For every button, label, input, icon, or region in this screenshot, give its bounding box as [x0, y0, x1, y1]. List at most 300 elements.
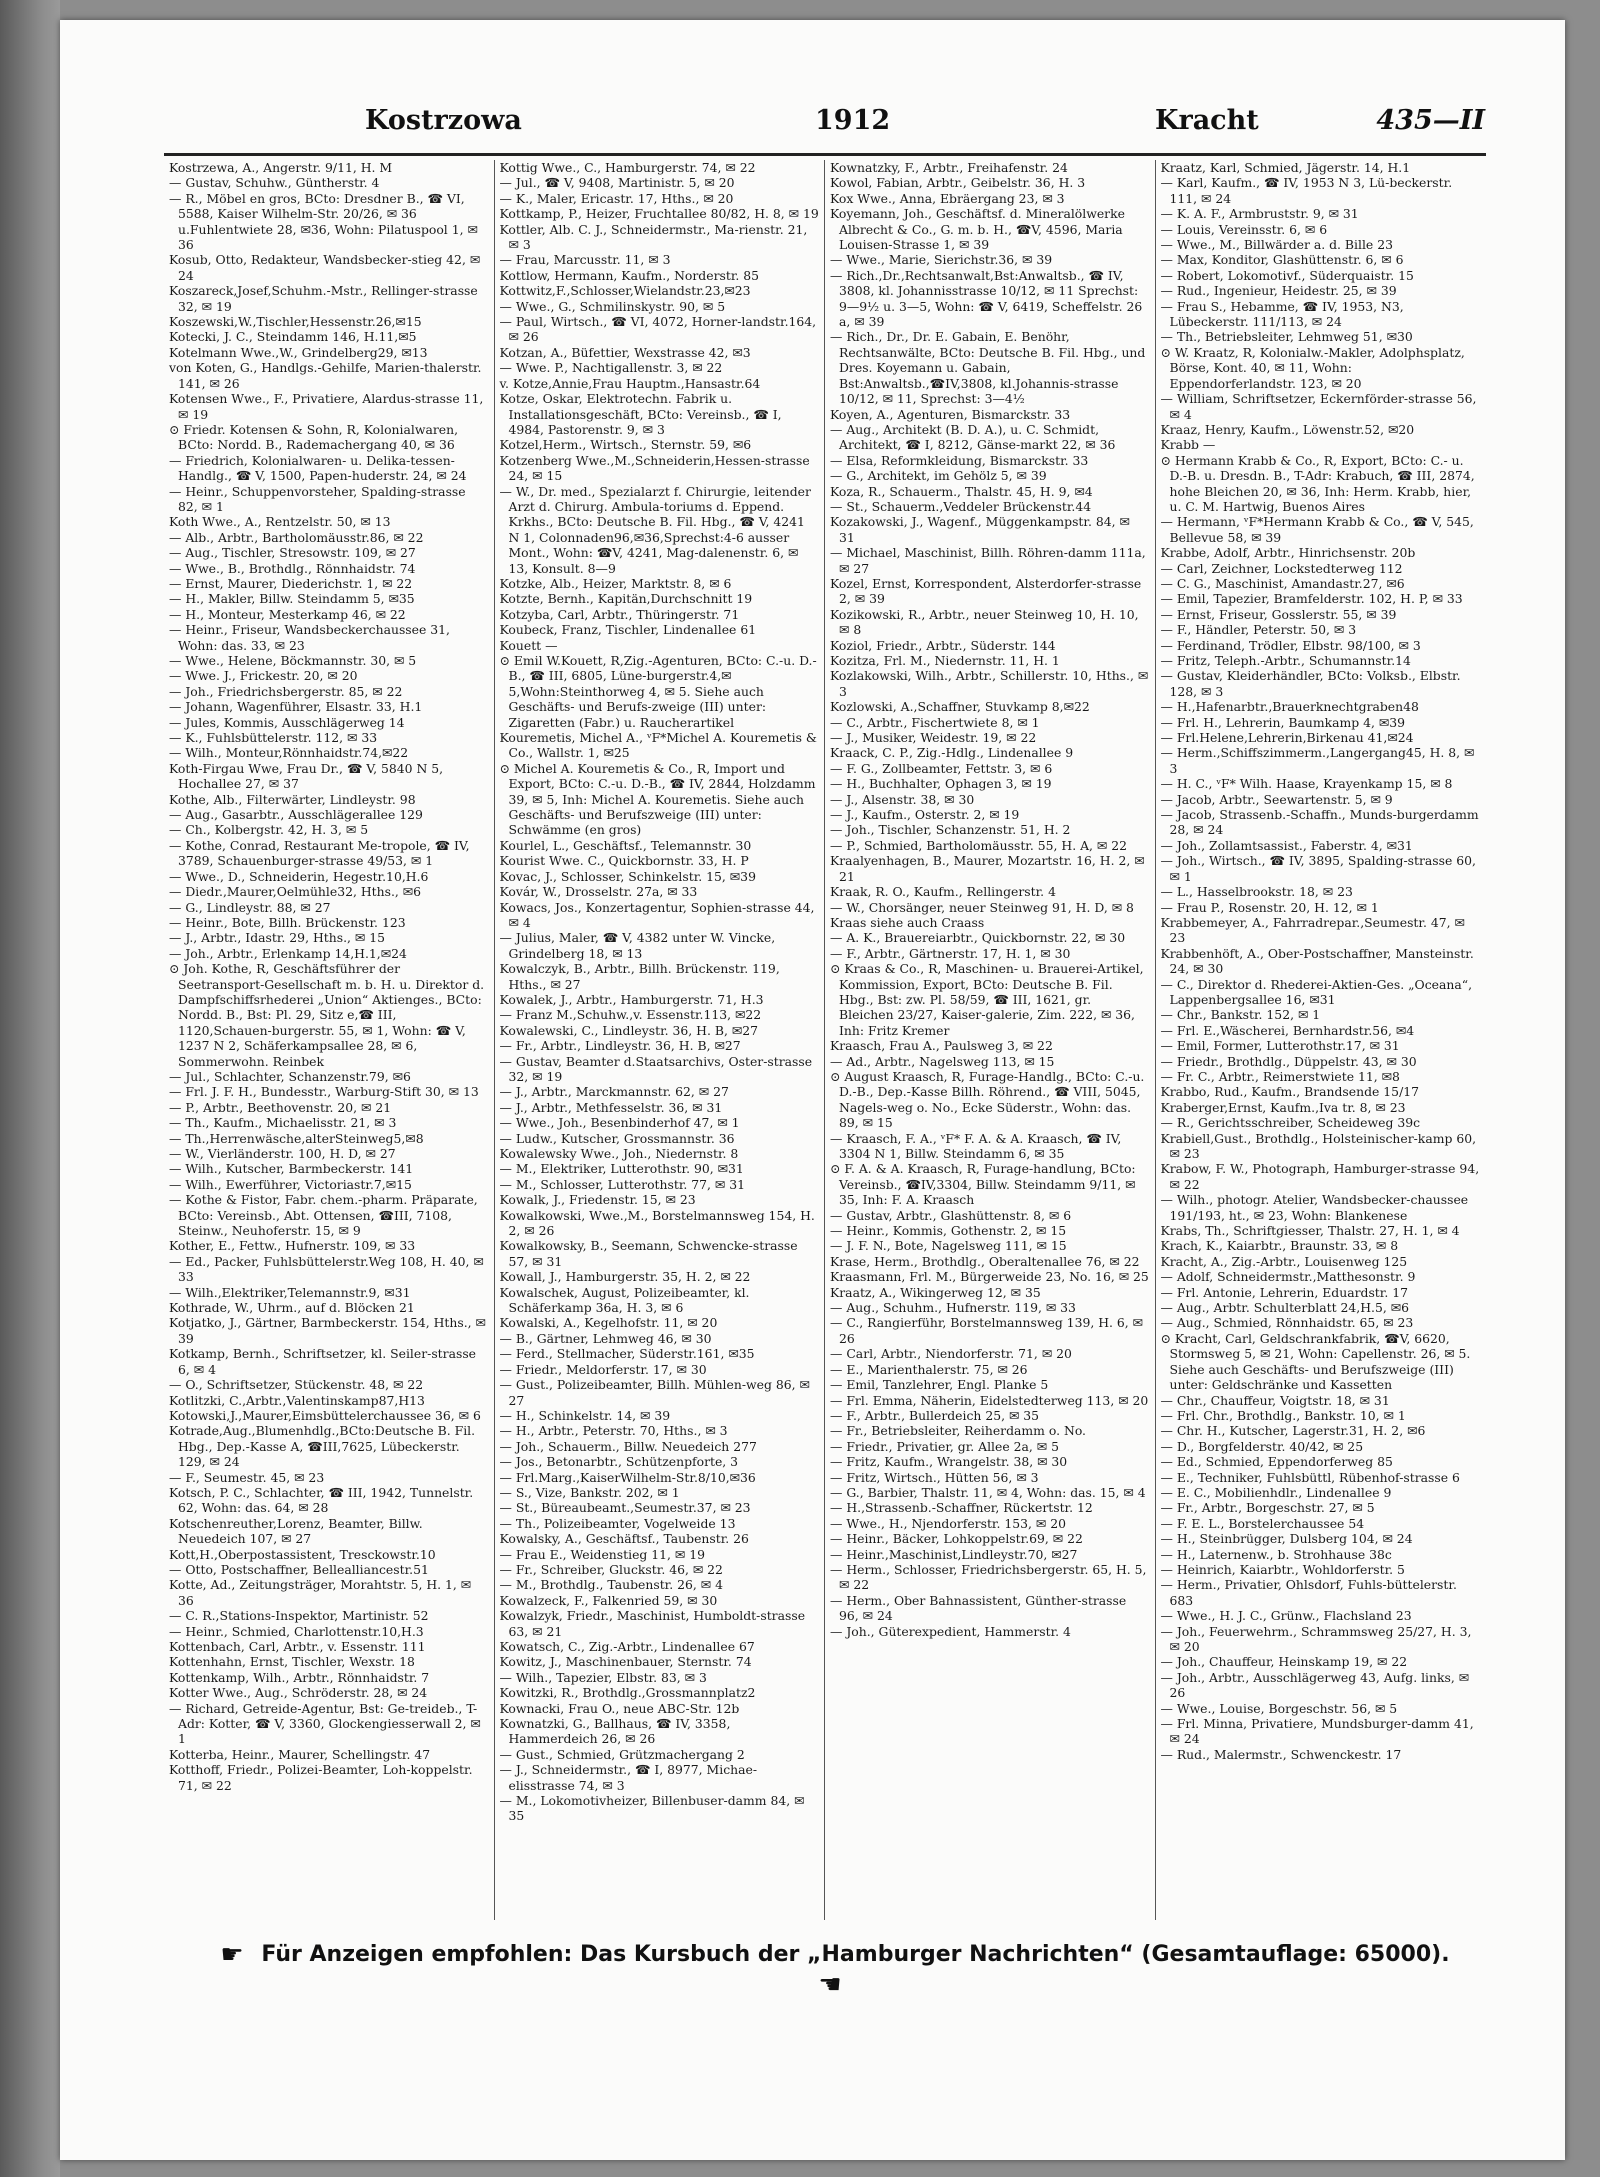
directory-entry: — Ludw., Kutscher, Grossmannstr. 36: [499, 1130, 735, 1146]
directory-entry: — F. E. L., Borstelerchaussee 54: [1160, 1515, 1365, 1531]
directory-entry: Kraasmann, Frl. M., Bürgerweide 23, No. 16, ✉ 25: [830, 1269, 1149, 1285]
pointing-hand-left-icon: ☛: [220, 1940, 244, 1970]
directory-entry: ⊙ August Kraasch, R, Furage-Handlg., BCto: C.-u. D.-B., Dep.-Kasse Billh. Röhrend., ☎ VIII, 5045, Nagels-weg o. No., Ecke Süderstr., Wohn: das. 89, ✉ 15: [830, 1068, 1145, 1131]
directory-entry: Kotzte, Bernh., Kapitän,Durchschnitt 19: [499, 591, 753, 607]
directory-entry: Kotzke, Alb., Heizer, Marktstr. 8, ✉ 6: [499, 575, 732, 591]
header-year: 1912: [815, 105, 891, 136]
directory-entry: Kotelmann Wwe.,W., Grindelberg29, ✉13: [169, 344, 428, 360]
directory-entry: — Emil, Tapezier, Bramfelderstr. 102, H. P, ✉ 33: [1160, 591, 1463, 607]
directory-entry: — Wwe., H. J. C., Grünw., Flachsland 23: [1160, 1608, 1412, 1624]
directory-entry: — H., Laternenw., b. Strohhause 38c: [1160, 1546, 1392, 1562]
directory-entry: — Ed., Schmied, Eppendorferweg 85: [1160, 1454, 1393, 1470]
directory-entry: Krase, Herm., Brothdlg., Oberaltenallee 76, ✉ 22: [830, 1253, 1140, 1269]
directory-entry: — B., Gärtner, Lehmweg 46, ✉ 30: [499, 1330, 712, 1346]
directory-entry: — E., Techniker, Fuhlsbüttl, Rübenhof-strasse 6: [1160, 1469, 1460, 1485]
column-2: [495, 160, 826, 1920]
directory-entry: Kownatzki, G., Ballhaus, ☎ IV, 3358, Hammerdeich 26, ✉ 26: [499, 1716, 731, 1747]
directory-entry: Kowacs, Jos., Konzertagentur, Sophien-strasse 44, ✉ 4: [499, 899, 815, 930]
directory-entry: Kowitz, J., Maschinenbauer, Sternstr. 74: [499, 1654, 752, 1670]
directory-entry: Kraas siehe auch Craass: [830, 914, 985, 930]
directory-entry: — F., Arbtr., Bullerdeich 25, ✉ 35: [830, 1407, 1040, 1423]
directory-entry: Koyen, A., Agenturen, Bismarckstr. 33: [830, 406, 1071, 422]
directory-entry: Kotrade,Aug.,Blumenhdlg.,BCto:Deutsche B. Fil. Hbg., Dep.-Kasse A, ☎III,7625, Lübeckerstr. 129, ✉ 24: [169, 1423, 476, 1470]
directory-entry: — Ad., Arbtr., Nagelsweg 113, ✉ 15: [830, 1053, 1055, 1069]
directory-entry: Kozel, Ernst, Korrespondent, Alsterdorfer-strasse 2, ✉ 39: [830, 575, 1142, 607]
directory-entry: — Wilh., Monteur,Rönnhaidstr.74,✉22: [169, 745, 409, 761]
directory-entry: Kowalk, J., Friedenstr. 15, ✉ 23: [499, 1192, 696, 1208]
directory-entry: Kowalewski, C., Lindleystr. 36, H. B, ✉27: [499, 1022, 758, 1038]
directory-entry: — Ernst, Maurer, Diederichstr. 1, ✉ 22: [169, 575, 413, 591]
directory-entry: — Frau P., Rosenstr. 20, H. 12, ✉ 1: [1160, 899, 1379, 915]
directory-entry: Kownatzky, F., Arbtr., Freihafenstr. 24: [830, 160, 1068, 175]
directory-entry: — Wilh., Kutscher, Barmbeckerstr. 141: [169, 1161, 414, 1177]
pointing-hand-right-icon: ☚: [818, 1970, 842, 2000]
directory-entry: — Fritz, Kaufm., Wrangelstr. 38, ✉ 30: [830, 1454, 1068, 1470]
directory-entry: — Jules, Kommis, Ausschlägerweg 14: [169, 714, 405, 730]
directory-entry: ⊙ Hermann Krabb & Co., R, Export, BCto: C.- u. D.-B. u. Dresdn. B., T-Adr: Krabuch, ☎ III, 2874, hohe Bleichen 20, ✉ 36, Inh: Herm. Krabb, hier, u. C. M. Hartwig, Buenos Aires: [1160, 452, 1475, 514]
directory-entry: — Frau E., Weidenstieg 11, ✉ 19: [499, 1546, 706, 1562]
directory-entry: — J., Arbtr., Methfesselstr. 36, ✉ 31: [499, 1099, 723, 1115]
directory-entry: — A. K., Brauereiarbtr., Quickbornstr. 22, ✉ 30: [830, 930, 1126, 946]
directory-entry: — Frau S., Hebamme, ☎ IV, 1953, N3, Lübeckerstr. 111/113, ✉ 24: [1160, 298, 1404, 330]
directory-entry: — Gustav, Beamter d.Staatsarchivs, Oster-strasse 32, ✉ 19: [499, 1053, 813, 1084]
directory-entry: Kottig Wwe., C., Hamburgerstr. 74, ✉ 22: [499, 160, 756, 175]
directory-entry: Kowol, Fabian, Arbtr., Geibelstr. 36, H. 3: [830, 175, 1086, 191]
directory-entry: Kotowski,J.,Maurer,Eimsbüttelerchaussee 36, ✉ 6: [169, 1407, 481, 1423]
directory-entry: Krabiell,Gust., Brothdlg., Holsteinischer-kamp 60, ✉ 23: [1160, 1130, 1477, 1161]
directory-entry: — H., Arbtr., Peterstr. 70, Hths., ✉ 3: [499, 1423, 728, 1439]
directory-entry: Kotzan, A., Büfettier, Wexstrasse 42, ✉3: [499, 344, 751, 360]
directory-entry: — Th.,Herrenwäsche,alterSteinweg5,✉8: [169, 1130, 424, 1146]
directory-entry: — Hermann, ᵛF*Hermann Krabb & Co., ☎ V, 545, Bellevue 58, ✉ 39: [1160, 514, 1474, 545]
directory-entry: — H. C., ᵛF* Wilh. Haase, Krayenkamp 15, ✉ 8: [1160, 776, 1453, 792]
directory-entry: Kraatz, Karl, Schmied, Jägerstr. 14, H.1: [1160, 160, 1411, 175]
directory-entry: — P., Schmied, Bartholomäusstr. 55, H. A, ✉ 22: [830, 837, 1127, 853]
directory-entry: Kox Wwe., Anna, Ebräergang 23, ✉ 3: [830, 190, 1065, 206]
directory-entry: Kotte, Ad., Zeitungsträger, Morahtstr. 5, H. 1, ✉ 36: [169, 1577, 472, 1608]
directory-entry: — H., Steinbrügger, Dulsberg 104, ✉ 24: [1160, 1531, 1413, 1547]
directory-entry: — Jacob, Strassenb.-Schaffn., Munds-burgerdamm 28, ✉ 24: [1160, 807, 1479, 838]
directory-entry: — Joh., Friedrichsbergerstr. 85, ✉ 22: [169, 683, 403, 699]
directory-entry: Kotzel,Herm., Wirtsch., Sternstr. 59, ✉6: [499, 437, 752, 453]
directory-entry: — St., Büreaubeamt.,Seumestr.37, ✉ 23: [499, 1500, 751, 1516]
directory-entry: — C. R.,Stations-Inspektor, Martinistr. 52: [169, 1608, 429, 1624]
directory-entry: Kouett —: [499, 637, 558, 653]
directory-entry: — Heinr., Schmied, Charlottenstr.10,H.3: [169, 1623, 424, 1639]
directory-entry: — Heinrich, Kaiarbtr., Wohldorferstr. 5: [1160, 1561, 1405, 1577]
directory-entry: — J., Arbtr., Idastr. 29, Hths., ✉ 15: [169, 930, 385, 946]
directory-entry: Kotsch, P. C., Schlachter, ☎ III, 1942, Tunnelstr. 62, Wohn: das. 64, ✉ 28: [169, 1484, 474, 1516]
directory-entry: — Gustav, Kleiderhändler, BCto: Volksb., Elbstr. 128, ✉ 3: [1160, 668, 1461, 699]
directory-entry: Kraak, R. O., Kaufm., Rellingerstr. 4: [830, 884, 1056, 900]
directory-entry: Kottenhahn, Ernst, Tischler, Wexstr. 18: [169, 1654, 415, 1670]
column-3: [825, 160, 1156, 1920]
directory-entry: — F., Arbtr., Gärtnerstr. 17, H. 1, ✉ 30: [830, 945, 1071, 961]
directory-entry: — Fritz, Teleph.-Arbtr., Schumannstr.14: [1160, 653, 1411, 668]
directory-entry: — Fr., Arbtr., Borgeschstr. 27, ✉ 5: [1160, 1500, 1375, 1516]
directory-entry: — G., Barbier, Thalstr. 11, ✉ 4, Wohn: das. 15, ✉ 4: [830, 1484, 1146, 1500]
directory-entry: — O., Schriftsetzer, Stückenstr. 48, ✉ 22: [169, 1377, 424, 1393]
directory-entry: — Richard, Getreide-Agentur, Bst: Ge-treideb., T-Adr: Kotter, ☎ V, 3360, Glockengiesserwall 2, ✉ 1: [169, 1700, 481, 1747]
directory-entry: Krabbe, Adolf, Arbtr., Hinrichsenstr. 20b: [1160, 545, 1416, 561]
directory-entry: — Aug., Architekt (B. D. A.), u. C. Schmidt, Architekt, ☎ I, 8212, Gänse-markt 22, ✉ 36: [830, 421, 1116, 453]
directory-entry: — Wwe. P., Nachtigallenstr. 3, ✉ 22: [499, 360, 723, 376]
directory-entry: Kowalzyk, Friedr., Maschinist, Humboldt-strasse 63, ✉ 21: [499, 1608, 806, 1639]
directory-entry: Krabbemeyer, A., Fahrradrepar.,Seumestr. 47, ✉ 23: [1160, 914, 1465, 946]
directory-entry: — Joh., Tischler, Schanzenstr. 51, H. 2: [830, 822, 1071, 838]
directory-entry: Kowatsch, C., Zig.-Arbtr., Lindenallee 67: [499, 1639, 755, 1654]
directory-entry: — Herm.,Schiffszimmerm.,Langergang45, H. 8, ✉ 3: [1160, 745, 1475, 776]
directory-entry: Kraberger,Ernst, Kaufm.,Iva tr. 8, ✉ 23: [1160, 1099, 1406, 1115]
directory-entry: Kotecki, J. C., Steindamm 146, H.11,✉5: [169, 329, 417, 345]
directory-entry: ⊙ Joh. Kothe, R, Geschäftsführer der Seetransport-Gesellschaft m. b. H. u. Direktor d. Dampfschiffsrhederei „Union“ Aktienges., BCto: Nordd. B., Bst: Pl. 29, Sitz e,☎ III, 1120,Schauen-burgerstr. 55, ✉ 1, Wohn: ☎ V, 1237 N 2, Schäferkampsallee 28, ✉ 6, Sommerwohn. Reinbek: [169, 961, 485, 1069]
directory-entry: — Chr., Chauffeur, Voigtstr. 18, ✉ 31: [1160, 1392, 1390, 1408]
directory-entry: — William, Schriftsetzer, Eckernförder-strasse 56, ✉ 4: [1160, 391, 1477, 422]
directory-entry: — Fr., Arbtr., Lindleystr. 36, H. B, ✉27: [499, 1038, 741, 1054]
directory-entry: Kovár, W., Drosselstr. 27a, ✉ 33: [499, 884, 698, 900]
directory-entry: — Carl, Zeichner, Lockstedterweg 112: [1160, 560, 1403, 576]
directory-entry: — Gustav, Schuhw., Güntherstr. 4: [169, 175, 380, 191]
directory-entry: Kouremetis, Michel A., ᵛF*Michel A. Kouremetis & Co., Wallstr. 1, ✉25: [499, 730, 817, 761]
directory-entry: Kourlel, L., Geschäftsf., Telemannstr. 30: [499, 837, 752, 853]
directory-entry: — Frl.Helene,Lehrerin,Birkenau 41,✉24: [1160, 730, 1414, 746]
directory-entry: — Wwe. J., Frickestr. 20, ✉ 20: [169, 668, 358, 684]
directory-entry: Koza, R., Schauerm., Thalstr. 45, H. 9, ✉4: [830, 483, 1093, 499]
directory-entry: — Wwe., Joh., Besenbinderhof 47, ✉ 1: [499, 1115, 740, 1131]
directory-entry: — Herm., Privatier, Ohlsdorf, Fuhls-büttelerstr. 683: [1160, 1577, 1457, 1608]
book-gutter-shadow: [0, 0, 60, 2177]
directory-entry: Kraasch, Frau A., Paulsweg 3, ✉ 22: [830, 1038, 1053, 1054]
directory-entry: Kostrzewa, A., Angerstr. 9/11, H. M: [169, 160, 393, 175]
directory-entry: — Heinr., Bäcker, Lohkoppelstr.69, ✉ 22: [830, 1531, 1083, 1547]
directory-entry: — Jul., ☎ V, 9408, Martinistr. 5, ✉ 20: [499, 175, 735, 191]
directory-entry: — Rich., Dr., Dr. E. Gabain, E. Benöhr, Rechtsanwälte, BCto: Deutsche B. Fil. Hbg., und Dres. Koyemann u. Gabain, Bst:Anwaltsb.,☎IV,3808, kl.Johannis-strasse 10/12, ✉ 11, Sprechst: 3—4½: [830, 329, 1146, 407]
directory-entry: Krabb —: [1160, 437, 1216, 453]
directory-entry: — Joh., Arbtr., Ausschlägerweg 43, Aufg. links, ✉ 26: [1160, 1669, 1470, 1701]
directory-entry: — Paul, Wirtsch., ☎ VI, 4072, Horner-landstr.164, ✉ 26: [499, 314, 817, 345]
directory-entry: Kottenbach, Carl, Arbtr., v. Essenstr. 111: [169, 1639, 426, 1654]
directory-entry: — Wilh.,Elektriker,Telemannstr.9, ✉31: [169, 1284, 411, 1300]
directory-entry: ⊙ Michel A. Kouremetis & Co., R, Import und Export, BCto: C.-u. D.-B., ☎ IV, 2844, Holzdamm 39, ✉ 5, Inh: Michel A. Kouremetis. Siehe auch Geschäfts- und Berufszweige (III) unter: Schwämme (en gros): [499, 760, 816, 838]
directory-entry: Kothrade, W., Uhrm., auf d. Blöcken 21: [169, 1300, 415, 1316]
directory-entry: — K., Fuhlsbüttelerstr. 112, ✉ 33: [169, 730, 378, 746]
directory-entry: — Karl, Kaufm., ☎ IV, 1953 N 3, Lü-beckerstr. 111, ✉ 24: [1160, 175, 1453, 206]
directory-entry: — Joh., Chauffeur, Heinskamp 19, ✉ 22: [1160, 1654, 1408, 1670]
directory-entry: — H., Schinkelstr. 14, ✉ 39: [499, 1407, 671, 1423]
directory-entry: — Ed., Packer, Fuhlsbüttelerstr.Weg 108, H. 40, ✉ 33: [169, 1253, 484, 1285]
directory-entry: — Wwe., Marie, Sierichstr.36, ✉ 39: [830, 252, 1053, 268]
directory-entry: — F. G., Zollbeamter, Fettstr. 3, ✉ 6: [830, 760, 1053, 776]
directory-entry: Kotlitzki, C.,Arbtr.,Valentinskamp87,H13: [169, 1392, 425, 1408]
directory-entry: — Emil, Tanzlehrer, Engl. Planke 5: [830, 1377, 1049, 1393]
directory-entry: Kott,H.,Oberpostassistent, Tresckowstr.10: [169, 1546, 436, 1562]
directory-entry: Koszareck,Josef,Schuhm.-Mstr., Rellinger-strasse 32, ✉ 19: [169, 283, 478, 314]
directory-entry: — Jacob, Arbtr., Seewartenstr. 5, ✉ 9: [1160, 791, 1393, 807]
directory-entry: — Heinr., Friseur, Wandsbeckerchaussee 31, Wohn: das. 33, ✉ 23: [169, 622, 450, 653]
directory-entry: — M., Schlosser, Lutterothstr. 77, ✉ 31: [499, 1176, 745, 1192]
header-page-number: 435—II: [1376, 105, 1485, 136]
directory-entry: Kracht, A., Zig.-Arbtr., Louisenweg 125: [1160, 1253, 1408, 1269]
directory-entry: Koyemann, Joh., Geschäftsf. d. Mineralölwerke Albrecht & Co., G. m. b. H., ☎V, 4596, Maria Louisen-Strasse 1, ✉ 39: [830, 206, 1125, 253]
directory-entry: Koszewski,W.,Tischler,Hessenstr.26,✉15: [169, 314, 422, 330]
directory-entry: — Jul., Schlachter, Schanzenstr.79, ✉6: [169, 1068, 411, 1084]
directory-entry: — Chr. H., Kutscher, Lagerstr.31, H. 2, ✉6: [1160, 1423, 1426, 1439]
directory-entry: Kotzyba, Carl, Arbtr., Thüringerstr. 71: [499, 606, 740, 622]
directory-entry: Kottwitz,F.,Schlosser,Wielandstr.23,✉23: [499, 283, 751, 299]
header-last-name: Kracht: [1155, 105, 1259, 136]
directory-entry: Koth-Firgau Wwe, Frau Dr., ☎ V, 5840 N 5, Hochallee 27, ✉ 37: [169, 760, 444, 792]
directory-entry: — K. A. F., Armbruststr. 9, ✉ 31: [1160, 206, 1359, 222]
directory-entry: Kowalczyk, B., Arbtr., Billh. Brückenstr. 119, Hths., ✉ 27: [499, 961, 780, 992]
directory-entry: — H., Buchhalter, Ophagen 3, ✉ 19: [830, 776, 1052, 792]
column-1: [164, 160, 495, 1920]
directory-entry: — F., Seumestr. 45, ✉ 23: [169, 1469, 325, 1485]
directory-entry: Kovac, J., Schlosser, Schinkelstr. 15, ✉39: [499, 868, 756, 884]
directory-entry: — Elsa, Reformkleidung, Bismarckstr. 33: [830, 452, 1089, 468]
directory-entry: — M., Lokomotivheizer, Billenbuser-damm 84, ✉ 35: [499, 1793, 805, 1824]
directory-entry: — H., Monteur, Mesterkamp 46, ✉ 22: [169, 606, 406, 622]
directory-entry: — W., Dr. med., Spezialarzt f. Chirurgie, leitender Arzt d. Chirurg. Ambula-toriums d. Eppend. Krkhs., BCto: Deutsche B. Fil. Hbg., ☎ V, 4241 N 1, Colonnaden96,✉36,Sprechst:4-6 ausser Mont., Wohn: ☎V, 4241, Mag-dalenenstr. 6, ✉ 13, Konsult. 8—9: [499, 483, 811, 576]
directory-entry: — C., Arbtr., Fischertwiete 8, ✉ 1: [830, 714, 1040, 730]
directory-entry: — Rud., Malermstr., Schwenckestr. 17: [1160, 1746, 1402, 1762]
directory-entry: — Aug., Schmied, Rönnhaidstr. 65, ✉ 23: [1160, 1315, 1414, 1331]
directory-entry: — Wwe., Louise, Borgeschstr. 56, ✉ 5: [1160, 1700, 1398, 1716]
directory-entry: — Wilh., Tapezier, Elbstr. 83, ✉ 3: [499, 1669, 707, 1685]
directory-entry: — Wilh., photogr. Atelier, Wandsbecker-chaussee 191/193, ht., ✉ 23, Wohn: Blankenese: [1160, 1192, 1469, 1223]
directory-entry: — R., Möbel en gros, BCto: Dresdner B., ☎ VI, 5588, Kaiser Wilhelm-Str. 20/26, ✉ 36 u.Fuhlentwiete 28, ✉36, Wohn: Pilatuspool 1, ✉ 36: [169, 190, 478, 253]
directory-entry: — Robert, Lokomotivf., Süderquaistr. 15: [1160, 267, 1414, 283]
directory-entry: Kowalek, J., Arbtr., Hamburgerstr. 71, H.3: [499, 991, 764, 1007]
directory-entry: — Wwe., H., Njendorferstr. 153, ✉ 20: [830, 1515, 1066, 1531]
directory-entry: — Joh., Zollamtsassist., Faberstr. 4, ✉31: [1160, 837, 1413, 853]
footer-text: Für Anzeigen empfohlen: Das Kursbuch der „Hamburger Nachrichten“ (Gesamtauflage: 65000).: [261, 1942, 1450, 1967]
header-rule: [164, 153, 1486, 156]
directory-entry: Kothe, Alb., Filterwärter, Lindleystr. 98: [169, 791, 416, 807]
directory-entry: Kowalschek, August, Polizeibeamter, kl. Schäferkamp 36a, H. 3, ✉ 6: [499, 1284, 750, 1316]
directory-entry: Kraaz, Henry, Kaufm., Löwenstr.52, ✉20: [1160, 421, 1415, 437]
directory-entry: Kownacki, Frau O., neue ABC-Str. 12b: [499, 1700, 740, 1716]
directory-columns: [164, 160, 1486, 1920]
directory-entry: — E. C., Mobilienhdlr., Lindenallee 9: [1160, 1484, 1392, 1500]
directory-entry: — D., Borgfelderstr. 40/42, ✉ 25: [1160, 1438, 1364, 1454]
directory-entry: von Koten, G., Handlgs.-Gehilfe, Marien-thalerstr. 141, ✉ 26: [169, 360, 482, 391]
directory-entry: Kotjatko, J., Gärtner, Barmbeckerstr. 154, Hths., ✉ 39: [169, 1315, 486, 1346]
directory-entry: — Rud., Ingenieur, Heidestr. 25, ✉ 39: [1160, 283, 1397, 299]
directory-entry: — Gust., Schmied, Grützmachergang 2: [499, 1746, 745, 1762]
directory-entry: — Friedrich, Kolonialwaren- u. Delika-tessen-Handlg., ☎ V, 1500, Papen-huderstr. 24, ✉ 24: [169, 452, 467, 484]
directory-entry: — Ernst, Friseur, Gosslerstr. 55, ✉ 39: [1160, 606, 1397, 622]
directory-entry: Kraack, C. P., Zig.-Hdlg., Lindenallee 9: [830, 745, 1074, 761]
directory-entry: — Michael, Maschinist, Billh. Röhren-damm 111a, ✉ 27: [830, 545, 1146, 576]
directory-entry: — Friedr., Privatier, gr. Allee 2a, ✉ 5: [830, 1438, 1059, 1454]
directory-entry: Kottenkamp, Wilh., Arbtr., Rönnhaidstr. 7: [169, 1669, 430, 1685]
directory-entry: — Heinr., Schuppenvorsteher, Spalding-strasse 82, ✉ 1: [169, 483, 466, 514]
directory-entry: — C. G., Maschinist, Amandastr.27, ✉6: [1160, 575, 1405, 591]
directory-entry: ⊙ F. A. & A. Kraasch, R, Furage-handlung, BCto: Vereinsb., ☎IV,3304, Billw. Steindamm 9/11, ✉ 35, Inh: F. A. Kraasch: [830, 1161, 1136, 1208]
directory-entry: — J., Schneidermstr., ☎ I, 8977, Michae-elisstrasse 74, ✉ 3: [499, 1762, 758, 1793]
directory-entry: — Ch., Kolbergstr. 42, H. 3, ✉ 5: [169, 822, 369, 838]
directory-entry: — Joh., Feuerwehrm., Schrammsweg 25/27, H. 3, ✉ 20: [1160, 1623, 1472, 1654]
directory-entry: — Emil, Former, Lutterothstr.17, ✉ 31: [1160, 1038, 1400, 1054]
directory-entry: — Frau, Marcusstr. 11, ✉ 3: [499, 252, 671, 268]
directory-entry: — Franz M.,Schuhw.,v. Essenstr.113, ✉22: [499, 1007, 762, 1023]
directory-entry: Kozitza, Frl. M., Niedernstr. 11, H. 1: [830, 653, 1060, 668]
directory-entry: — K., Maler, Ericastr. 17, Hths., ✉ 20: [499, 190, 734, 206]
directory-entry: — Frl. E.,Wäscherei, Bernhardstr.56, ✉4: [1160, 1022, 1415, 1038]
directory-entry: Kotensen Wwe., F., Privatiere, Alardus-strasse 11, ✉ 19: [169, 391, 484, 422]
directory-entry: — H.,Strassenb.-Schaffner, Rückertstr. 12: [830, 1500, 1093, 1516]
directory-entry: — Frl. Antonie, Lehrerin, Eduardstr. 17: [1160, 1284, 1408, 1300]
directory-entry: Kowalsky, A., Geschäftsf., Taubenstr. 26: [499, 1531, 749, 1547]
directory-entry: — J., Arbtr., Marckmannstr. 62, ✉ 27: [499, 1084, 729, 1100]
directory-entry: — M., Brothdlg., Taubenstr. 26, ✉ 4: [499, 1577, 723, 1593]
directory-entry: — Frl. H., Lehrerin, Baumkamp 4, ✉39: [1160, 714, 1405, 730]
directory-entry: Kozakowski, J., Wagenf., Müggenkampstr. 84, ✉ 31: [830, 514, 1130, 545]
directory-entry: — Kraasch, F. A., ᵛF* F. A. & A. Kraasch, ☎ IV, 3304 N 1, Billw. Steindamm 6, ✉ 35: [830, 1130, 1122, 1161]
directory-entry: Kourist Wwe. C., Quickbornstr. 33, H. P: [499, 853, 749, 869]
directory-entry: Kozlowski, A.,Schaffner, Stuvkamp 8,✉22: [830, 699, 1090, 715]
directory-entry: — Th., Polizeibeamter, Vogelweide 13: [499, 1515, 736, 1531]
directory-entry: Kowall, J., Hamburgerstr. 35, H. 2, ✉ 22: [499, 1269, 751, 1285]
directory-entry: — Aug., Tischler, Stresowstr. 109, ✉ 27: [169, 545, 416, 561]
directory-entry: Koziol, Friedr., Arbtr., Süderstr. 144: [830, 637, 1056, 653]
directory-entry: ⊙ W. Kraatz, R, Kolonialw.-Makler, Adolphsplatz, Börse, Kont. 40, ✉ 11, Wohn: Eppendorferlandstr. 123, ✉ 20: [1160, 344, 1465, 391]
directory-entry: — Fr. C., Arbtr., Reimerstwiete 11, ✉8: [1160, 1068, 1400, 1084]
directory-entry: — Julius, Maler, ☎ V, 4382 unter W. Vincke, Grindelberg 18, ✉ 13: [499, 930, 776, 961]
directory-entry: — H.,Hafenarbtr.,Brauerknechtgraben48: [1160, 699, 1419, 715]
directory-entry: — Ferdinand, Trödler, Elbstr. 98/100, ✉ 3: [1160, 637, 1421, 653]
directory-entry: — Joh., Wirtsch., ☎ IV, 3895, Spalding-strasse 60, ✉ 1: [1160, 853, 1476, 884]
directory-entry: — Frl. Minna, Privatiere, Mundsburger-damm 41, ✉ 24: [1160, 1716, 1474, 1747]
page-header: [365, 105, 1485, 149]
directory-entry: Kotzenberg Wwe.,M.,Schneiderin,Hessen-strasse 24, ✉ 15: [499, 452, 810, 484]
directory-entry: Kotter Wwe., Aug., Schröderstr. 28, ✉ 24: [169, 1685, 428, 1701]
directory-entry: — Herm., Ober Bahnassistent, Günther-strasse 96, ✉ 24: [830, 1592, 1127, 1624]
directory-entry: — S., Vize, Bankstr. 202, ✉ 1: [499, 1484, 680, 1500]
directory-entry: — Heinr.,Maschinist,Lindleystr.70, ✉27: [830, 1546, 1078, 1562]
directory-entry: — Ferd., Stellmacher, Süderstr.161, ✉35: [499, 1346, 755, 1362]
directory-entry: — Otto, Postschaffner, Bellealliancestr.51: [169, 1561, 429, 1577]
directory-entry: ⊙ Friedr. Kotensen & Sohn, R, Kolonialwaren, BCto: Nordd. B., Rademachergang 40, ✉ 36: [169, 421, 459, 453]
directory-entry: — Frl.Marg.,KaiserWilhelm-Str.8/10,✉36: [499, 1469, 756, 1485]
directory-entry: Kowalkowsky, B., Seemann, Schwencke-strasse 57, ✉ 31: [499, 1238, 798, 1269]
directory-entry: — J., Kaufm., Osterstr. 2, ✉ 19: [830, 807, 1020, 823]
directory-entry: — Wwe., Helene, Böckmannstr. 30, ✉ 5: [169, 653, 417, 668]
directory-entry: v. Kotze,Annie,Frau Hauptm.,Hansastr.64: [499, 375, 761, 391]
directory-entry: — Fritz, Wirtsch., Hütten 56, ✉ 3: [830, 1469, 1039, 1485]
directory-entry: — Kothe, Conrad, Restaurant Me-tropole, ☎ IV, 3789, Schauenburger-strasse 49/53, ✉ 1: [169, 837, 470, 869]
directory-entry: — Th., Kaufm., Michaelisstr. 21, ✉ 3: [169, 1115, 397, 1131]
directory-entry: — Fr., Betriebsleiter, Reiherdamm o. No.: [830, 1423, 1086, 1439]
directory-entry: — E., Marienthalerstr. 75, ✉ 26: [830, 1361, 1028, 1377]
column-4: [1156, 160, 1487, 1920]
directory-entry: Krabow, F. W., Photograph, Hamburger-strasse 94, ✉ 22: [1160, 1161, 1480, 1192]
directory-entry: — St., Schauerm.,Veddeler Brückenstr.44: [830, 498, 1092, 514]
directory-entry: — F., Händler, Peterstr. 50, ✉ 3: [1160, 622, 1357, 638]
directory-entry: Kozikowski, R., Arbtr., neuer Steinweg 10, H. 10, ✉ 8: [830, 606, 1139, 638]
directory-entry: — Heinr., Kommis, Gothenstr. 2, ✉ 15: [830, 1223, 1067, 1239]
directory-entry: — Heinr., Bote, Billh. Brückenstr. 123: [169, 914, 406, 930]
directory-entry: Kotschenreuther,Lorenz, Beamter, Billw. Neuedeich 107, ✉ 27: [169, 1515, 423, 1547]
directory-entry: Kowitzki, R., Brothdlg.,Grossmannplatz2: [499, 1685, 756, 1701]
directory-entry: — Diedr.,Maurer,Oelmühle32, Hths., ✉6: [169, 884, 422, 900]
directory-entry: — J. F. N., Bote, Nagelsweg 111, ✉ 15: [830, 1238, 1067, 1254]
directory-entry: — G., Lindleystr. 88, ✉ 27: [169, 899, 331, 915]
directory-entry: — Wwe., M., Billwärder a. d. Bille 23: [1160, 237, 1393, 253]
directory-entry: — W., Chorsänger, neuer Steinweg 91, H. D, ✉ 8: [830, 899, 1134, 915]
directory-entry: — C., Rangierführ, Borstelmannsweg 139, H. 6, ✉ 26: [830, 1315, 1144, 1346]
directory-entry: — J., Alsenstr. 38, ✉ 30: [830, 791, 975, 807]
directory-entry: — L., Hasselbrookstr. 18, ✉ 23: [1160, 884, 1353, 900]
directory-entry: — Wilh., Ewerführer, Victoriastr.7,✉15: [169, 1176, 412, 1192]
directory-entry: — Friedr., Meldorferstr. 17, ✉ 30: [499, 1361, 707, 1377]
directory-entry: — Aug., Gasarbtr., Ausschlägerallee 129: [169, 807, 423, 823]
directory-entry: Kottler, Alb. C. J., Schneidermstr., Ma-rienstr. 21, ✉ 3: [499, 221, 808, 253]
directory-entry: — J., Musiker, Weidestr. 19, ✉ 22: [830, 730, 1037, 746]
directory-entry: — W., Vierländerstr. 100, H. D, ✉ 27: [169, 1146, 396, 1161]
directory-entry: Kottkamp, P., Heizer, Fruchtallee 80/82, H. 8, ✉ 19: [499, 206, 819, 222]
directory-entry: — Joh., Schauerm., Billw. Neuedeich 277: [499, 1438, 757, 1454]
advertisement-footer: [200, 1940, 1460, 2000]
directory-entry: Kowalkowski, Wwe.,M., Borstelmannsweg 154, H. 2, ✉ 26: [499, 1207, 815, 1239]
directory-entry: — Frl. Emma, Näherin, Eidelstedterweg 113, ✉ 20: [830, 1392, 1149, 1408]
directory-entry: — Joh., Arbtr., Erlenkamp 14,H.1,✉24: [169, 945, 407, 961]
directory-entry: — Frl. J. F. H., Bundesstr., Warburg-Stift 30, ✉ 13: [169, 1084, 479, 1100]
directory-entry: — Wwe., D., Schneiderin, Hegestr.10,H.6: [169, 868, 429, 884]
directory-entry: ⊙ Kracht, Carl, Geldschrankfabrik, ☎V, 6620, Stormsweg 5, ✉ 21, Wohn: Capellenstr. 26, ✉ 5. Siehe auch Geschäfts- und Berufszweige (III) unter: Geldschränke und Kassetten: [1160, 1330, 1471, 1393]
directory-entry: — Adolf, Schneidermstr.,Matthesonstr. 9: [1160, 1269, 1416, 1285]
directory-entry: Kowalewsky Wwe., Joh., Niedernstr. 8: [499, 1146, 739, 1161]
directory-entry: Krabbenhöft, A., Ober-Postschaffner, Mansteinstr. 24, ✉ 30: [1160, 945, 1474, 977]
directory-entry: — Alb., Arbtr., Bartholomäusstr.86, ✉ 22: [169, 529, 424, 545]
directory-entry: — M., Elektriker, Lutterothstr. 90, ✉31: [499, 1161, 744, 1177]
directory-entry: Kraatz, A., Wikingerweg 12, ✉ 35: [830, 1284, 1041, 1300]
directory-entry: — Carl, Arbtr., Niendorferstr. 71, ✉ 20: [830, 1346, 1072, 1362]
directory-entry: Koth Wwe., A., Rentzelstr. 50, ✉ 13: [169, 514, 391, 530]
directory-entry: Krach, K., Kaiarbtr., Braunstr. 33, ✉ 8: [1160, 1238, 1399, 1254]
directory-entry: — Johann, Wagenführer, Elsastr. 33, H.1: [169, 699, 423, 715]
directory-entry: — C., Direktor d. Rhederei-Aktien-Ges. „Oceana“, Lappenbergsallee 16, ✉31: [1160, 976, 1473, 1007]
directory-entry: — Jos., Betonarbtr., Schützenpforte, 3: [499, 1454, 739, 1470]
directory-entry: Kother, E., Fettw., Hufnerstr. 109, ✉ 33: [169, 1238, 416, 1254]
directory-entry: — Joh., Güterexpedient, Hammerstr. 4: [830, 1623, 1071, 1639]
directory-entry: Kozlakowski, Wilh., Arbtr., Schillerstr. 10, Hths., ✉ 3: [830, 668, 1149, 699]
directory-entry: — Louis, Vereinsstr. 6, ✉ 6: [1160, 221, 1328, 237]
directory-entry: — Gust., Polizeibeamter, Billh. Mühlen-weg 86, ✉ 27: [499, 1377, 810, 1408]
directory-entry: — R., Gerichtsschreiber, Scheideweg 39c: [1160, 1115, 1421, 1131]
directory-entry: — Aug., Schuhm., Hufnerstr. 119, ✉ 33: [830, 1300, 1076, 1316]
directory-entry: Kottlow, Hermann, Kaufm., Norderstr. 85: [499, 267, 760, 283]
directory-entry: — Aug., Arbtr. Schulterblatt 24,H.5, ✉6: [1160, 1300, 1409, 1316]
directory-entry: — Th., Betriebsleiter, Lehmweg 51, ✉30: [1160, 329, 1413, 345]
directory-entry: — Frl. Chr., Brothdlg., Bankstr. 10, ✉ 1: [1160, 1407, 1406, 1423]
directory-entry: — Wwe., B., Brothdlg., Rönnhaidstr. 74: [169, 560, 416, 576]
directory-entry: Kowalski, A., Kegelhofstr. 11, ✉ 20: [499, 1315, 718, 1331]
directory-entry: — Kothe & Fistor, Fabr. chem.-pharm. Präparate, BCto: Vereinsb., Abt. Ottensen, ☎III, 7108, Steinw., Neuhoferstr. 15, ✉ 9: [169, 1192, 478, 1239]
directory-entry: — Herm., Schlosser, Friedrichsbergerstr. 65, H. 5, ✉ 22: [830, 1561, 1147, 1593]
directory-entry: — H., Makler, Billw. Steindamm 5, ✉35: [169, 591, 415, 607]
directory-entry: — G., Architekt, im Gehölz 5, ✉ 39: [830, 468, 1047, 484]
directory-entry: Kosub, Otto, Redakteur, Wandsbecker-stieg 42, ✉ 24: [169, 252, 481, 283]
header-first-name: Kostrzowa: [365, 105, 522, 136]
directory-entry: — Fr., Schreiber, Gluckstr. 46, ✉ 22: [499, 1561, 723, 1577]
directory-entry: — Wwe., G., Schmilinskystr. 90, ✉ 5: [499, 298, 726, 314]
directory-entry: Krabs, Th., Schriftgiesser, Thalstr. 27, H. 1, ✉ 4: [1160, 1223, 1460, 1239]
directory-entry: Koubeck, Franz, Tischler, Lindenallee 61: [499, 622, 757, 638]
directory-entry: Kotkamp, Bernh., Schriftsetzer, kl. Seiler-strasse 6, ✉ 4: [169, 1346, 477, 1377]
directory-entry: — Rich.,Dr.,Rechtsanwalt,Bst:Anwaltsb., ☎ IV, 3808, kl. Johannisstrasse 10/12, ✉ 11 Sprechst: 9—9½ u. 3—5, Wohn: ☎ V, 6419, Scheffelstr. 26 a, ✉ 39: [830, 267, 1143, 330]
directory-entry: — P., Arbtr., Beethovenstr. 20, ✉ 21: [169, 1099, 392, 1115]
